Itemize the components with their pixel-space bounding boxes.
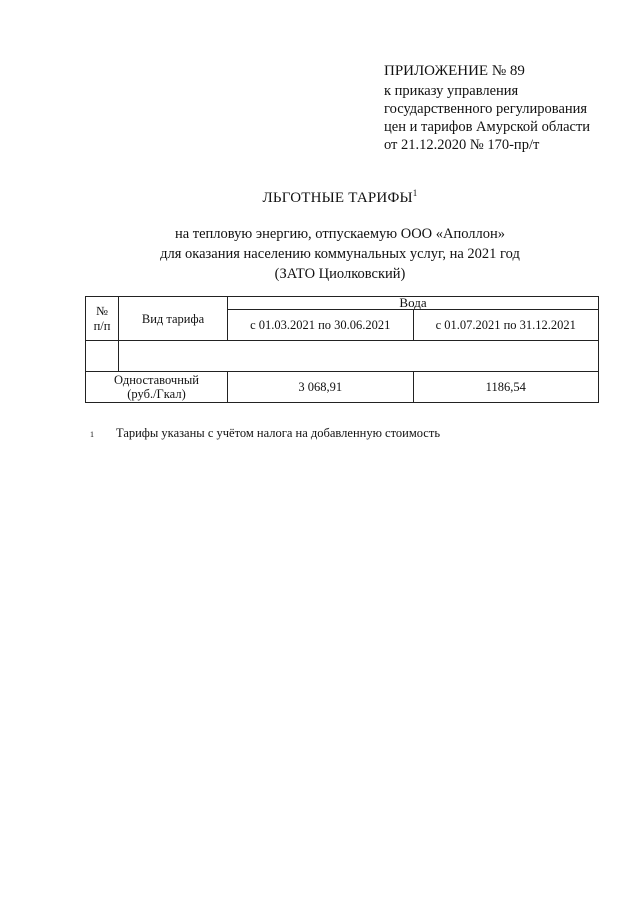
header-cell-period-1: с 01.03.2021 по 30.06.2021	[228, 310, 414, 341]
header-number-symbol: №	[96, 303, 108, 318]
footnote	[90, 426, 440, 441]
tariff-kind-unit: (руб./Гкал)	[127, 387, 186, 401]
empty-cell	[119, 341, 599, 372]
document-subtitle	[60, 224, 620, 284]
header-number-abbr: п/п	[93, 318, 111, 333]
subtitle-line: (ЗАТО Циолковский)	[274, 266, 406, 282]
footnote-mark: 1	[90, 429, 94, 439]
document-title-text: ЛЬГОТНЫЕ ТАРИФЫ	[262, 190, 413, 206]
appendix-line: цен и тарифов Амурской области	[384, 119, 591, 135]
subtitle-line: на тепловую энергию, отпускаемую ООО «Аполлон»	[174, 226, 506, 242]
appendix-title: ПРИЛОЖЕНИЕ № 89	[384, 63, 525, 79]
appendix-line: от 21.12.2020 № 170-пр/т	[384, 137, 540, 153]
appendix-line: государственного регулирования	[384, 101, 588, 117]
header-cell-number	[86, 297, 119, 341]
tariff-table	[85, 296, 599, 403]
header-cell-water: Вода	[228, 297, 599, 310]
document-title	[60, 188, 620, 207]
title-footnote-ref: 1	[412, 188, 418, 198]
header-cell-period-2: с 01.07.2021 по 31.12.2021	[413, 310, 599, 341]
header-cell-tariff-kind: Вид тарифа	[119, 297, 228, 341]
tariff-value-period-2: 1186,54	[413, 372, 599, 403]
empty-cell	[86, 341, 119, 372]
subtitle-line: для оказания населению коммунальных услуг, на 2021 год	[160, 246, 520, 262]
tariff-value-period-1: 3 068,91	[228, 372, 414, 403]
table-row-kind	[86, 372, 228, 403]
footnote-text: Тарифы указаны с учётом налога на добавленную стоимость	[116, 426, 441, 440]
appendix-header	[384, 62, 590, 154]
appendix-line: к приказу управления	[384, 83, 519, 99]
tariff-kind-name: Одноставочный	[114, 373, 199, 387]
